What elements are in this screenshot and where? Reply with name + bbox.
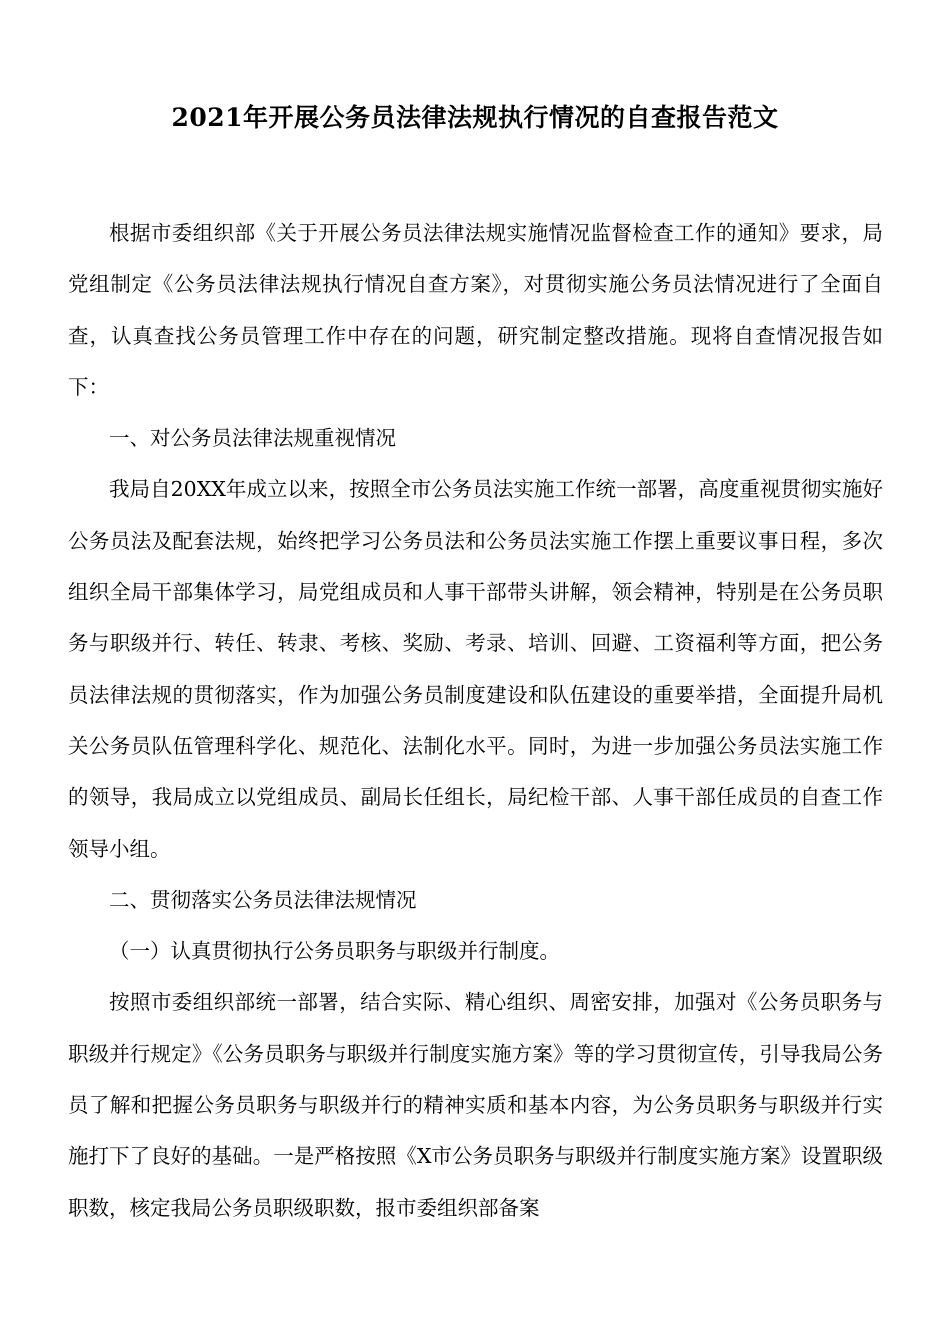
subsection-2-1-paragraph: 按照市委组织部统一部署，结合实际、精心组织、周密安排，加强对《公务员职务与职级并行规定》《公务员职务与职级并行制度实施方案》等的学习贯彻宣传，引导我局公务员了解和把握公务员职务与职级并行的精神实质和基本内容，为公务员职务与职级并行实施打下了良好的基础。一是严格按照《X市公务员职务与职级并行制度实施方案》设置职级职数，核定我局公务员职级职数，报市委组织部备案 (68, 990, 883, 1220)
section-heading-2: 二、贯彻落实公务员法律法规情况 (109, 887, 417, 912)
section-heading-1: 一、对公务员法律法规重视情况 (109, 426, 396, 451)
intro-paragraph: 根据市委组织部《关于开展公务员法律法规实施情况监督检查工作的通知》要求，局党组制定《公务员法律法规执行情况自查方案》，对贯彻实施公务员法情况进行了全面自查，认真查找公务员管理工作中存在的问题，研究制定整改措施。现将自查情况报告如下： (68, 221, 883, 399)
subsection-heading-2-1: （一）认真贯彻执行公务员职务与职级并行制度。 (109, 939, 560, 964)
section-1-paragraph: 我局自20XX年成立以来，按照全市公务员法实施工作统一部署，高度重视贯彻实施好公务员法及配套法规，始终把学习公务员法和公务员法实施工作摆上重要议事日程，多次组织全局干部集体学习，局党组成员和人事干部带头讲解，领会精神，特别是在公务员职务与职级并行、转任、转隶、考核、奖励、考录、培训、回避、工资福利等方面，把公务员法律法规的贯彻落实，作为加强公务员制度建设和队伍建设的重要举措，全面提升局机关公务员队伍管理科学化、规范化、法制化水平。同时，为进一步加强公务员法实施工作的领导，我局成立以党组成员、副局长任组长，局纪检干部、人事干部任成员的自查工作领导小组。 (68, 477, 883, 861)
document-title: 2021年开展公务员法律法规执行情况的自查报告范文 (171, 103, 779, 132)
document-body (68, 208, 883, 1234)
